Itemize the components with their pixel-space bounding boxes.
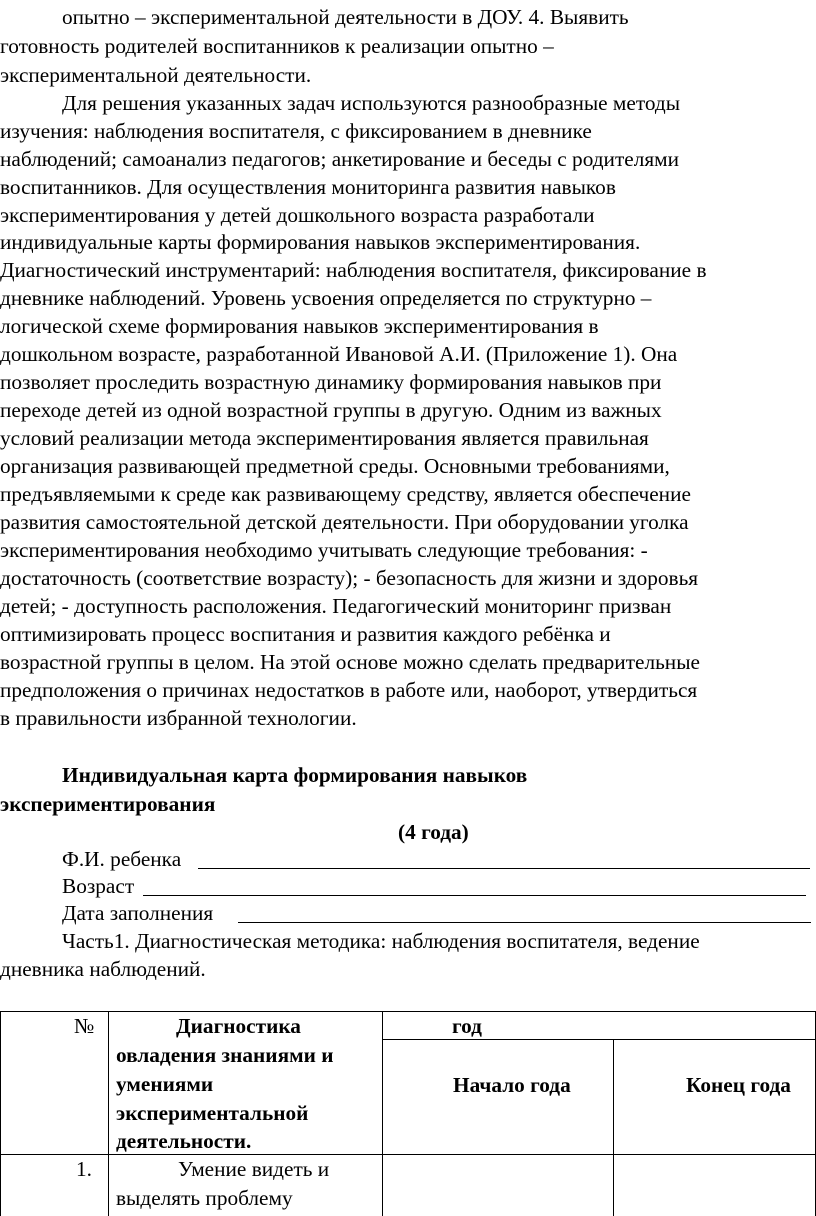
header-diagnostics-line: деятельности. (116, 1129, 252, 1153)
paragraph-2-line: Диагностический инструментарий: наблюдения воспитателя, фиксирование в (0, 258, 707, 282)
age-label: Возраст (62, 874, 135, 898)
paragraph-2-line: наблюдений; самоанализ педагогов; анкетирование и беседы с родителями (0, 147, 680, 171)
age-fill-line (143, 895, 806, 896)
paragraph-2-line: в правильности избранной технологии. (0, 706, 357, 730)
paragraph-2-line: логической схеме формирования навыков экспериментирования в (0, 314, 599, 338)
part-1-line: дневника наблюдений. (0, 957, 206, 981)
row-number: 1. (76, 1157, 92, 1181)
part-1-line: Часть1. Диагностическая методика: наблюдения воспитателя, ведение (62, 929, 700, 953)
card-title-line: Индивидуальная карта формирования навыков (62, 763, 528, 787)
paragraph-2-line: переходе детей из одной возрастной группы в другую. Одним из важных (0, 398, 662, 422)
paragraph-2-line: возрастной группы в целом. На этой основе можно сделать предварительные (0, 650, 700, 674)
diagnostics-table (0, 1011, 816, 1216)
header-diagnostics-line: умениями (116, 1072, 214, 1096)
paragraph-2-line: дневнике наблюдений. Уровень усвоения определяется по структурно – (0, 286, 652, 310)
table-border-top (0, 1011, 816, 1012)
paragraph-2-line: условий реализации метода экспериментирования является правильная (0, 426, 649, 450)
header-start: Начало года (453, 1073, 571, 1097)
name-fill-line (198, 868, 810, 869)
header-diagnostics-line: Диагностика (176, 1014, 301, 1038)
card-title-line: экспериментирования (0, 792, 216, 816)
paragraph-2-line: позволяет проследить возрастную динамику формирования навыков при (0, 370, 662, 394)
paragraph-2-line: предъявляемыми к среде как развивающему средству, является обеспечение (0, 482, 691, 506)
table-header-bottom (0, 1154, 816, 1155)
paragraph-2-line: изучения: наблюдения воспитателя, с фиксированием в дневнике (0, 119, 592, 143)
date-fill-line (238, 922, 811, 923)
paragraph-1-line: экспериментальной деятельности. (0, 63, 312, 87)
name-label: Ф.И. ребенка (62, 847, 182, 871)
paragraph-2-line: индивидуальные карты формирования навыков экспериментирования. (0, 230, 641, 254)
table-year-divider (382, 1039, 816, 1040)
paragraph-2-line: оптимизировать процесс воспитания и развития каждого ребёнка и (0, 622, 611, 646)
date-label: Дата заполнения (62, 901, 214, 925)
paragraph-2-line: детей; - доступность расположения. Педагогический мониторинг призван (0, 594, 672, 618)
header-end: Конец года (686, 1073, 791, 1097)
table-col-divider (108, 1011, 109, 1216)
card-age: (4 года) (398, 820, 469, 844)
table-border-left (0, 1011, 1, 1216)
paragraph-1-line: опытно – экспериментальной деятельности в ДОУ. 4. Выявить (62, 5, 629, 29)
paragraph-2-line: организация развивающей предметной среды. Основными требованиями, (0, 454, 670, 478)
paragraph-2-line: Для решения указанных задач используются разнообразные методы (62, 91, 681, 115)
paragraph-1-line: готовность родителей воспитанников к реализации опытно – (0, 34, 554, 58)
paragraph-2-line: воспитанников. Для осуществления мониторинга развития навыков (0, 175, 616, 199)
paragraph-2-line: предположения о причинах недостатков в работе или, наоборот, утвердиться (0, 678, 698, 702)
paragraph-2-line: дошкольном возрасте, разработанной Ивановой А.И. (Приложение 1). Она (0, 342, 678, 366)
table-col-divider (613, 1039, 614, 1216)
header-number: № (74, 1014, 95, 1038)
header-diagnostics-line: экспериментальной (116, 1101, 309, 1125)
row-skill-line: выделять проблему (116, 1186, 293, 1210)
header-year: год (452, 1014, 482, 1038)
header-diagnostics-line: овладения знаниями и (116, 1043, 334, 1067)
row-skill-line: Умение видеть и (178, 1157, 330, 1181)
paragraph-2-line: достаточность (соответствие возрасту); - безопасность для жизни и здоровья (0, 566, 699, 590)
paragraph-2-line: экспериментирования необходимо учитывать следующие требования: - (0, 538, 648, 562)
paragraph-2-line: развития самостоятельной детской деятельности. При оборудовании уголка (0, 510, 689, 534)
paragraph-2-line: экспериментирования у детей дошкольного возраста разработали (0, 203, 595, 227)
table-col-divider (382, 1011, 383, 1216)
